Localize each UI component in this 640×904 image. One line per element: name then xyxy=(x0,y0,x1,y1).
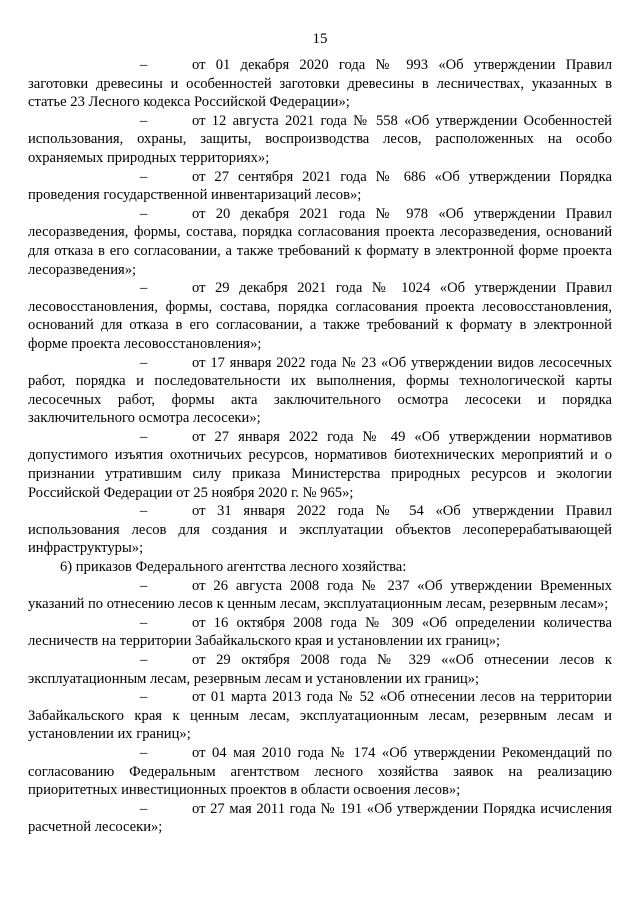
list-item xyxy=(28,800,612,837)
list-item-lead-text: от 29 октября 2008 года № 329 ««Об отнесении лесов к xyxy=(192,652,612,668)
list-item-lead-text: от 29 декабря 2021 года № 1024 «Об утверждении Правил xyxy=(192,280,612,297)
list-item-lead xyxy=(108,428,612,447)
list-item-rest: лесоразведения, формы, состава, порядка согласования проекта лесоразведения, оснований для отказа в его согласовании, а также требований к формату в электронной форме проекта лесоразведения»; xyxy=(28,224,612,278)
list-item-rest: согласованию Федеральным агентством лесного хозяйства заявок на реализацию приоритетных инвестиционных проектов в области освоения лесов»; xyxy=(28,763,612,799)
list-item-rest: использования лесов для создания и эксплуатации объектов лесоперерабатывающей инфраструктуры»; xyxy=(28,521,612,557)
page-number: 15 xyxy=(312,31,328,47)
list-item xyxy=(28,428,612,502)
list-dash: – xyxy=(140,354,148,371)
list-item-rest: эксплуатационным лесам, резервным лесам и установлении их границ»; xyxy=(28,670,480,687)
list-item xyxy=(28,112,612,168)
list-item xyxy=(28,279,612,353)
order-list xyxy=(28,56,612,558)
list-item-rest: лесовосстановления, формы, состава, порядка согласования проекта лесовосстановления, оснований для отказа в его согласовании, а также требований к формату в электронной форме проекта лесовосстановления»; xyxy=(28,298,612,352)
list-item-lead-text: от 27 мая 2011 года № 191 «Об утверждении Порядка исчисления xyxy=(192,800,612,817)
list-dash: – xyxy=(140,112,148,129)
list-item-lead xyxy=(108,688,612,707)
list-item-lead xyxy=(108,354,612,373)
list-item-lead-text: от 01 декабря 2020 года № 993 «Об утверждении Правил xyxy=(192,57,612,73)
list-dash: – xyxy=(140,168,148,185)
list-item-lead xyxy=(108,614,612,633)
list-item-lead xyxy=(108,112,612,131)
list-item-lead xyxy=(108,502,612,521)
list-item-rest: использования, охраны, защиты, воспроизводства лесов, расположенных на особо охраняемых природных территориях»; xyxy=(28,131,612,166)
list-dash: – xyxy=(140,744,148,761)
list-item-rest: расчетной лесосеки»; xyxy=(28,819,163,836)
list-item xyxy=(28,577,612,614)
list-item xyxy=(28,354,612,428)
list-dash: – xyxy=(140,689,148,706)
section-heading: 6) приказов Федерального агентства лесного хозяйства: xyxy=(60,559,407,576)
list-item-rest: проведения государственной инвентаризаций лесов»; xyxy=(28,187,362,204)
list-item-rest: допустимого изъятия охотничьих ресурсов, нормативов биотехнических мероприятий и о признании утратившим силу приказа Министерства природных ресурсов и экологии Российской Федерации от 25 ноября 2020 г. № 965»; xyxy=(28,447,612,501)
list-item xyxy=(28,744,612,800)
list-item-lead-text: от 20 декабря 2021 года № 978 «Об утверждении Правил xyxy=(192,205,612,222)
list-item-lead xyxy=(108,744,612,763)
list-dash: – xyxy=(140,614,148,631)
list-item-lead-text: от 17 января 2022 года № 23 «Об утверждении видов лесосечных xyxy=(192,354,612,371)
list-item-rest: работ, порядка и последовательности их выполнения, формы технологической карты лесосечных работ, формы акта заключительного осмотра лесосеки и порядка заключительного осмотра лесосеки»; xyxy=(28,373,612,427)
list-item-rest: указаний по отнесению лесов к ценным лесам, эксплуатационным лесам, резервным лесам»; xyxy=(28,596,609,613)
list-item xyxy=(28,688,612,744)
list-item-lead-text: от 01 марта 2013 года № 52 «Об отнесении лесов на территории xyxy=(192,689,612,706)
list-item-lead xyxy=(108,56,612,75)
list-item-lead xyxy=(108,168,612,187)
list-item xyxy=(28,651,612,688)
list-item-lead-text: от 31 января 2022 года № 54 «Об утверждении Правил xyxy=(192,503,612,520)
list-item xyxy=(28,502,612,558)
list-dash: – xyxy=(140,428,148,445)
list-item-lead-text: от 12 августа 2021 года № 558 «Об утверждении Особенностей xyxy=(192,112,612,129)
list-item-lead xyxy=(108,577,612,596)
list-item-lead-text: от 27 сентября 2021 года № 686 «Об утверждении Порядка xyxy=(192,168,612,185)
list-item xyxy=(28,205,612,279)
list-item-lead xyxy=(108,651,612,670)
agency-order-list xyxy=(28,577,612,837)
list-dash: – xyxy=(140,503,148,520)
list-item-lead xyxy=(108,800,612,819)
list-item-lead xyxy=(108,205,612,224)
list-dash: – xyxy=(140,800,148,817)
list-item-lead-text: от 16 октября 2008 года № 309 «Об определении количества xyxy=(192,614,612,631)
list-dash: – xyxy=(140,205,148,222)
list-item xyxy=(28,614,612,651)
list-item-rest: лесничеств на территории Забайкальского края и установлении их границ»; xyxy=(28,633,501,650)
list-item xyxy=(28,168,612,205)
list-item xyxy=(28,56,612,112)
list-item-lead-text: от 04 мая 2010 года № 174 «Об утверждении Рекомендаций по xyxy=(192,744,612,761)
list-dash: – xyxy=(140,652,148,668)
list-item-lead-text: от 27 января 2022 года № 49 «Об утверждении нормативов xyxy=(192,428,612,445)
list-dash: – xyxy=(140,280,148,297)
list-item-rest: заготовки древесины и особенностей заготовки древесины в лесничествах, указанных в статье 23 Лесного кодекса Российской Федерации»; xyxy=(28,75,612,111)
list-item-rest: Забайкальского края к ценным лесам, эксплуатационным лесам, резервным лесам и установлении их границ»; xyxy=(28,707,612,743)
list-dash: – xyxy=(140,577,148,594)
list-item-lead-text: от 26 августа 2008 года № 237 «Об утверждении Временных xyxy=(192,577,612,594)
list-item-lead xyxy=(108,279,612,298)
list-dash: – xyxy=(140,57,148,73)
